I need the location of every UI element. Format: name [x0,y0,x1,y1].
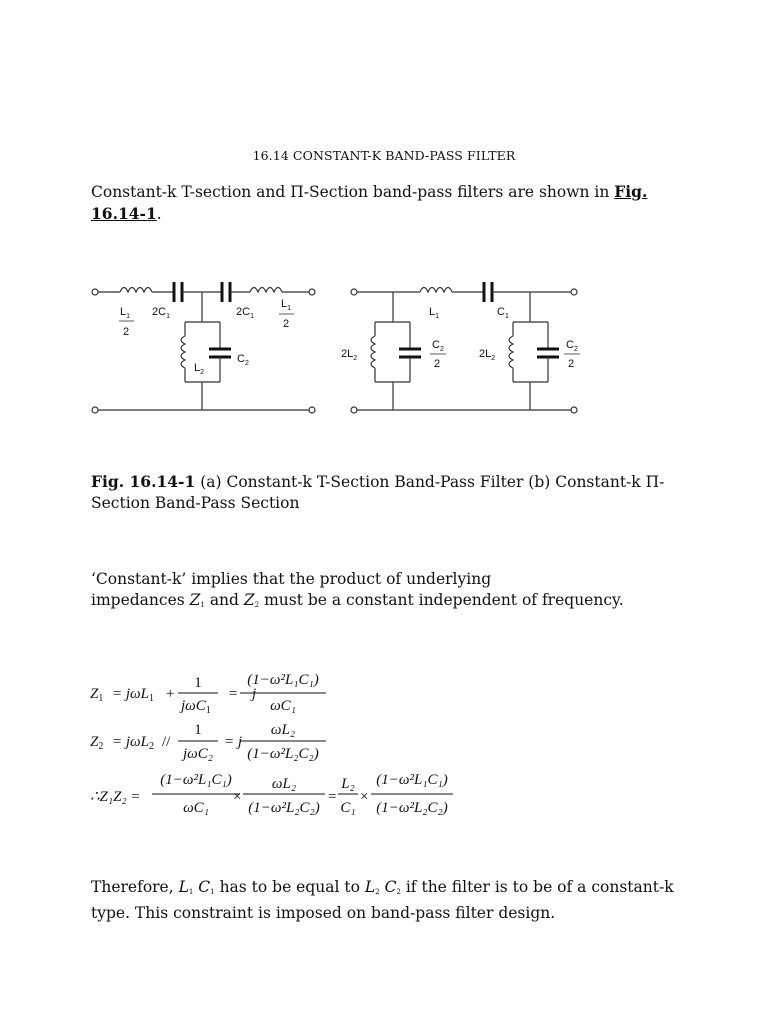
input-terminal-bottom [92,407,98,413]
caption-label: Fig. 16.14-1 [91,472,196,491]
label-2c1-right: $2C_1$ [236,306,254,320]
svg-text:ωL₂: ωL₂ [271,776,297,792]
output-terminal-bottom [309,407,315,413]
svg-text://: // [162,734,171,750]
svg-text:ωL₂: ωL₂ [270,722,296,738]
intro-end: . [156,205,162,223]
label-pi-right-two: 2 [568,358,575,370]
label-l1-half-right: $L_1$ [281,298,292,312]
svg-text:(1−ω²L₁C₁): (1−ω²L₁C₁) [160,772,232,788]
intro-text: Constant-k T-section and Π-Section band-pass filters are shown in [91,183,615,201]
svg-text:(1−ω²L₂C₂): (1−ω²L₂C₂) [248,800,320,816]
intro-paragraph [91,181,691,225]
svg-text:(1−ω²L₁C₁): (1−ω²L₁C₁) [376,772,448,788]
equation-z2 [90,722,326,762]
svg-text:jωC1: jωC$_1$ [181,698,211,716]
svg-text:= −j: = −j [228,686,257,702]
equation-z1 [90,672,326,716]
label-pi-c1: $C_1$ [497,306,509,320]
svg-text:+: + [166,686,175,702]
series-inductor-right-icon [250,288,282,293]
svg-text:×: × [233,789,242,805]
constant-k-line1: ‘Constant-k’ implies that the product of underlying [91,570,492,588]
input-terminal-top [92,289,98,295]
svg-text:jωC₂: jωC₂ [183,746,213,762]
impedance-equations [80,660,480,830]
figure-link[interactable]: Fig. 16.14-1 [91,182,648,223]
figure-caption [91,471,691,514]
pi-left-shunt-inductor-icon [371,336,375,368]
label-pi-right-2l2: $2L_2$ [479,348,496,362]
svg-text:= j: = j [224,734,243,750]
label-two-right: 2 [283,318,290,330]
svg-text:×: × [360,789,369,805]
pi-output-terminal-top [571,289,577,295]
label-pi-right-c2: $C_2$ [566,339,578,353]
pi-section-circuit [341,282,580,413]
svg-text:∴Z₁Z₂ =: ∴Z₁Z₂ = [90,789,141,805]
constant-k-paragraph [91,569,691,616]
label-pi-left-two: 2 [434,358,441,370]
svg-text:ωC₁: ωC₁ [183,800,209,816]
label-two-left: 2 [123,326,130,338]
series-inductor-left-icon [120,288,152,293]
label-pi-left-2l2: $2L_2$ [341,348,358,362]
svg-text:Z2: $Z_2$ [90,734,104,752]
pi-input-terminal-top [351,289,357,295]
svg-text:= jωL2: = jωL$_2$ [112,734,154,752]
svg-text:(1−ω²L₂C₂): (1−ω²L₂C₂) [247,746,319,762]
caption-text: (a) Constant-k T-Section Band-Pass Filter (b) Constant-k Π-Section Band-Pass Section [91,473,665,512]
svg-text:1: 1 [194,675,202,691]
label-2c1-left: $2C_1$ [152,306,170,320]
section-title: 16.14 CONSTANT-K BAND-PASS FILTER [252,148,516,163]
svg-text:(1−ω²L₁C₁): (1−ω²L₁C₁) [247,672,319,688]
output-terminal-top [309,289,315,295]
svg-text:=: = [328,789,337,805]
label-pi-left-c2: $C_2$ [432,339,444,353]
svg-text:Z1: $Z_1$ [90,686,104,704]
therefore-paragraph: Therefore, $L_1$ $C_1$ has to be equal to $L_2$ $C_2$ if the filter is to be of a constant-k type. This constraint is imposed on band-pass filter design. [91,878,674,922]
svg-text:= jωL1: = jωL$_1$ [112,686,154,704]
svg-text:(1−ω²L₂C₂): (1−ω²L₂C₂) [376,800,448,816]
label-c2-shunt: $C_2$ [237,353,249,367]
label-l2-shunt: $L_2$ [194,362,205,376]
constant-k-line2: impedances $Z_1$ and $Z_2$ must be a constant independent of frequency. [91,591,624,609]
svg-text:L₂: L₂ [341,776,355,792]
pi-output-terminal-bottom [571,407,577,413]
svg-text:1: 1 [194,722,202,738]
svg-text:ωC₁: ωC₁ [270,698,296,714]
t-section-circuit [92,282,315,413]
filter-circuit-figure [0,270,768,420]
pi-input-terminal-bottom [351,407,357,413]
pi-series-inductor-icon [420,288,452,293]
label-l1-half-left: $L_1$ [120,306,131,320]
pi-right-shunt-inductor-icon [509,336,513,368]
shunt-inductor-icon [181,336,185,368]
label-pi-l1: $L_1$ [429,306,440,320]
svg-text:C₁: C₁ [340,800,356,816]
equation-z1z2-product [90,772,453,816]
